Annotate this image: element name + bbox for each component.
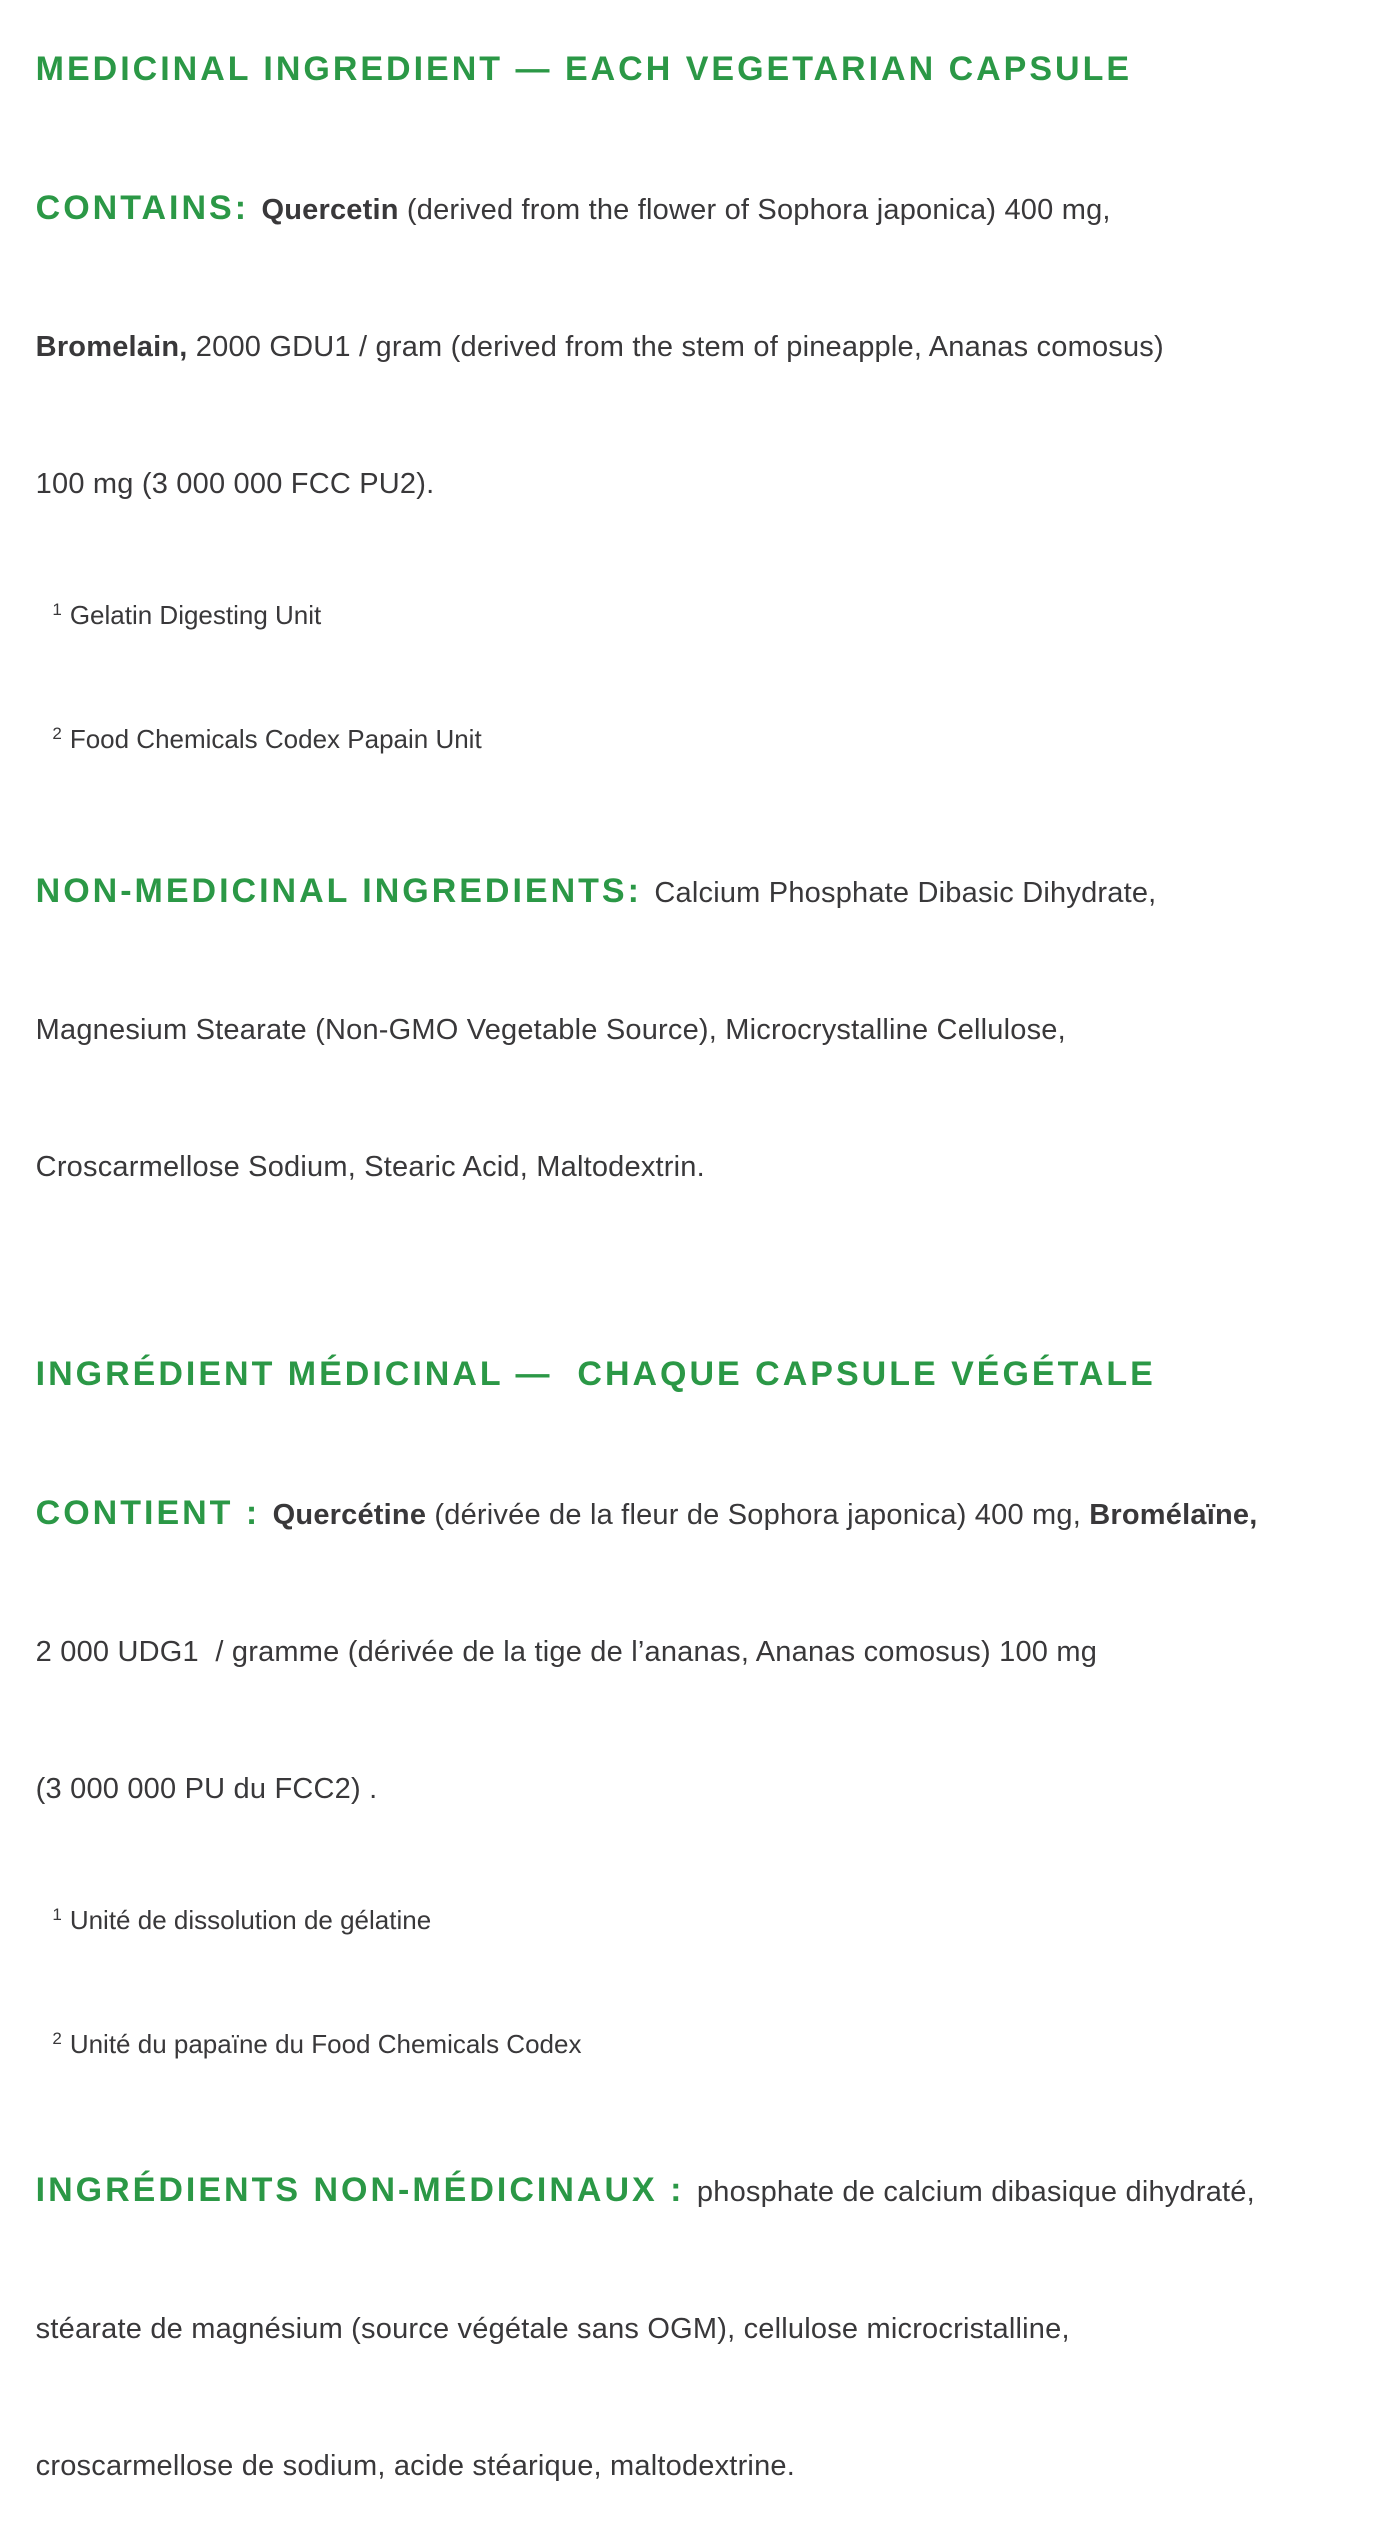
section-heading-text: MEDICINAL INGREDIENT — EACH VEGETARIAN CAPSULE <box>35 50 1133 88</box>
body-line <box>9 281 1367 418</box>
section-heading-text: INGRÉDIENTS NON-MÉDICINAUX : <box>35 2171 697 2209</box>
body-text: phosphate de calcium dibasique dihydraté, <box>696 2176 1255 2208</box>
footnote-superscript: 1 <box>52 600 62 619</box>
body-text: Calcium Phosphate Dibasic Dihydrate, <box>654 877 1157 909</box>
footnote <box>9 1860 1367 1984</box>
footnote <box>9 1984 1367 2108</box>
body-text: 2000 GDU1 / gram (derived from the stem of pineapple, Ananas comosus) <box>187 331 1164 363</box>
section-heading-text: INGRÉDIENT MÉDICINAL — CHAQUE CAPSULE VÉGÉTALE <box>35 1355 1156 1393</box>
body-line <box>9 1723 1367 1860</box>
section-medicinal-ingredient-en <box>9 3 1367 803</box>
body-text: Magnesium Stearate (Non-GMO Vegetable Source), Microcrystalline Cellulose, <box>35 1014 1066 1046</box>
ingredient-name-bold: Bromelain, <box>35 331 188 363</box>
footnote-superscript: 2 <box>52 2029 62 2048</box>
section-medicinal-ingredient-fr <box>9 1308 1367 2108</box>
body-line <box>9 142 1367 281</box>
footnote-text: Gelatin Digesting Unit <box>69 600 322 630</box>
footnote-text: Unité du papaïne du Food Chemicals Codex <box>69 2029 582 2059</box>
heading-line <box>9 3 1367 142</box>
ingredient-name-bold: Bromélaïne, <box>1089 1499 1258 1531</box>
heading-line <box>9 1308 1367 1447</box>
footnote-text: Unité de dissolution de gélatine <box>69 1905 432 1935</box>
body-text: (dérivée de la fleur de Sophora japonica) 400 mg, <box>426 1499 1090 1531</box>
section-non-medicinal-ingredients-en <box>9 825 1367 1238</box>
footnote-superscript: 1 <box>52 1905 62 1924</box>
body-line <box>9 964 1367 1101</box>
body-line <box>9 1447 1367 1586</box>
body-line <box>9 2263 1367 2400</box>
body-line <box>9 418 1367 555</box>
footnote-text: Food Chemicals Codex Papain Unit <box>69 724 482 754</box>
section-heading-text: NON-MEDICINAL INGREDIENTS: <box>35 872 655 910</box>
body-line <box>9 1101 1367 1238</box>
body-line <box>9 1586 1367 1723</box>
body-text: 2 000 UDG1 / gramme (dérivée de la tige de l’ananas, Ananas comosus) 100 mg <box>35 1636 1098 1668</box>
body-text: Croscarmellose Sodium, Stearic Acid, Maltodextrin. <box>35 1151 705 1183</box>
section-non-medicinal-ingredients-fr <box>9 2124 1367 2537</box>
footnote-superscript: 2 <box>52 724 62 743</box>
heading-line <box>9 825 1367 964</box>
section-heading-text: CONTIENT : <box>35 1494 273 1532</box>
footnote <box>9 555 1367 679</box>
body-text: croscarmellose de sodium, acide stéarique, maltodextrine. <box>35 2450 795 2482</box>
footnote <box>9 679 1367 803</box>
body-text: 100 mg (3 000 000 FCC PU2). <box>35 468 435 500</box>
body-text: (derived from the flower of Sophora japonica) 400 mg, <box>398 194 1111 226</box>
heading-line <box>9 2124 1367 2263</box>
body-text: (3 000 000 PU du FCC2) . <box>35 1773 378 1805</box>
section-heading-text: CONTAINS: <box>35 189 262 227</box>
ingredient-name-bold: Quercetin <box>261 194 399 226</box>
ingredient-name-bold: Quercétine <box>272 1499 427 1531</box>
body-line <box>9 2400 1367 2537</box>
body-text: stéarate de magnésium (source végétale sans OGM), cellulose microcristalline, <box>35 2313 1070 2345</box>
